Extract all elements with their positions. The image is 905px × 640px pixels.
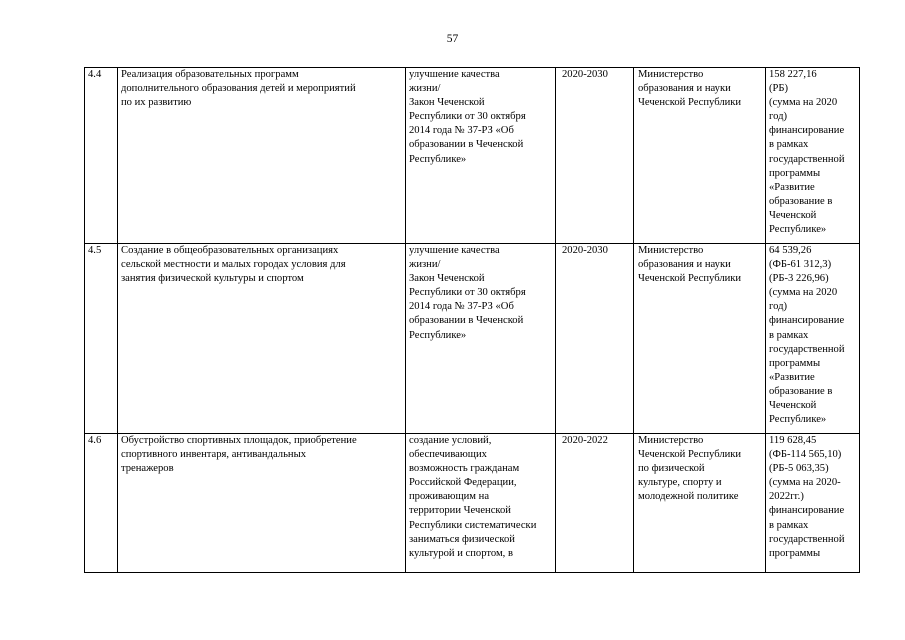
measure-name-line: тренажеров	[121, 463, 174, 475]
finance-line: 2022гг.)	[769, 491, 804, 503]
finance-line: год)	[769, 111, 787, 123]
finance-line: (сумма на 2020	[769, 287, 838, 299]
finance-line: программы	[769, 167, 821, 179]
purpose-line: улучшение качества	[409, 69, 500, 80]
finance-line: (РБ-5 063,35)	[769, 463, 829, 475]
term-cell	[556, 434, 634, 573]
purpose-line: культурой и спортом, в	[409, 547, 513, 559]
finance-line: Республике»	[769, 224, 827, 236]
executor-line: Чеченской Республики	[638, 449, 742, 461]
term-value: 2020-2030	[562, 69, 608, 80]
executor-line: образования и науки	[638, 83, 731, 95]
finance-line: образование в	[769, 385, 833, 397]
measure-name-line: занятия физической культуры и спортом	[121, 273, 304, 285]
purpose-cell	[406, 68, 556, 244]
row-number-cell	[85, 244, 118, 434]
purpose-line: Республики от 30 октября	[409, 287, 526, 299]
purpose-line: образовании в Чеченской	[409, 315, 524, 327]
purpose-line: территории Чеченской	[409, 505, 511, 517]
executor-line: Чеченской Республики	[638, 273, 742, 285]
purpose-line: заниматься физической	[409, 533, 515, 545]
executor-line: Министерство	[638, 69, 704, 80]
measures-table	[84, 67, 860, 573]
purpose-line: Закон Чеченской	[409, 97, 485, 109]
finance-line: (ФБ-61 312,3)	[769, 259, 832, 271]
purpose-line: 2014 года № 37-РЗ «Об	[409, 301, 514, 313]
executor-cell	[634, 244, 766, 434]
measure-name-line: Реализация образовательных программ	[121, 69, 299, 80]
finance-line: Республике»	[769, 414, 827, 426]
finance-line: образование в	[769, 195, 833, 207]
term-value: 2020-2030	[562, 245, 608, 256]
purpose-line: Республике»	[409, 329, 467, 341]
measure-name-line: дополнительного образования детей и мероприятий	[121, 83, 356, 95]
purpose-line: Российской Федерации,	[409, 477, 517, 489]
executor-cell	[634, 68, 766, 244]
measure-name-line: спортивного инвентаря, антивандальных	[121, 449, 306, 461]
finance-line: Чеченской	[769, 400, 817, 412]
measure-name-cell	[118, 68, 406, 244]
executor-line: Чеченской Республики	[638, 97, 742, 109]
measure-name-line: по их развитию	[121, 97, 192, 109]
purpose-cell	[406, 434, 556, 573]
term-cell	[556, 244, 634, 434]
purpose-line: Республики систематически	[409, 519, 537, 531]
finance-line: в рамках	[769, 329, 809, 341]
finance-line: финансирование	[769, 315, 845, 327]
purpose-line: обеспечивающих	[409, 449, 487, 461]
finance-line: 64 539,26	[769, 245, 812, 256]
finance-cell	[766, 68, 860, 244]
executor-line: Министерство	[638, 435, 704, 446]
executor-cell	[634, 434, 766, 573]
row-number: 4.6	[88, 435, 102, 446]
finance-line: 119 628,45	[769, 435, 817, 446]
purpose-line: Закон Чеченской	[409, 273, 485, 285]
finance-line: (РБ-3 226,96)	[769, 273, 829, 285]
table-row	[85, 434, 860, 573]
finance-line: Чеченской	[769, 209, 817, 221]
purpose-line: создание условий,	[409, 435, 492, 446]
finance-line: государственной	[769, 153, 845, 165]
table-row	[85, 68, 860, 244]
row-number-cell	[85, 434, 118, 573]
term-value: 2020-2022	[562, 435, 608, 446]
measure-name-cell	[118, 434, 406, 573]
finance-line: программы	[769, 547, 821, 559]
finance-line: государственной	[769, 533, 845, 545]
row-number: 4.4	[88, 69, 102, 80]
executor-line: молодежной политике	[638, 491, 739, 503]
finance-line: (ФБ-114 565,10)	[769, 449, 842, 461]
purpose-line: проживающим на	[409, 491, 490, 503]
purpose-line: Республике»	[409, 153, 467, 165]
executor-line: по физической	[638, 463, 705, 475]
finance-line: «Развитие	[769, 181, 815, 193]
purpose-line: улучшение качества	[409, 245, 500, 256]
measure-name-line: Обустройство спортивных площадок, приобретение	[121, 435, 357, 446]
finance-cell	[766, 244, 860, 434]
finance-line: (РБ)	[769, 83, 789, 95]
purpose-cell	[406, 244, 556, 434]
row-number: 4.5	[88, 245, 102, 256]
executor-line: образования и науки	[638, 259, 731, 271]
measure-name-line: Создание в общеобразовательных организациях	[121, 245, 339, 256]
purpose-line: Республики от 30 октября	[409, 111, 526, 123]
page-number: 57	[446, 33, 459, 45]
purpose-line: образовании в Чеченской	[409, 139, 524, 151]
executor-line: Министерство	[638, 245, 704, 256]
finance-line: год)	[769, 301, 787, 313]
measure-name-cell	[118, 244, 406, 434]
row-number-cell	[85, 68, 118, 244]
table-row	[85, 244, 860, 434]
term-cell	[556, 68, 634, 244]
purpose-line: возможность гражданам	[409, 463, 520, 475]
purpose-line: жизни/	[409, 83, 441, 95]
finance-line: «Развитие	[769, 371, 815, 383]
measure-name-line: сельской местности и малых городах условия для	[121, 259, 346, 271]
finance-cell	[766, 434, 860, 573]
finance-line: (сумма на 2020	[769, 97, 838, 109]
purpose-line: 2014 года № 37-РЗ «Об	[409, 125, 514, 137]
finance-line: 158 227,16	[769, 69, 817, 80]
finance-line: финансирование	[769, 505, 845, 517]
finance-line: (сумма на 2020-	[769, 477, 841, 489]
finance-line: в рамках	[769, 139, 809, 151]
finance-line: государственной	[769, 343, 845, 355]
finance-line: финансирование	[769, 125, 845, 137]
finance-line: программы	[769, 357, 821, 369]
finance-line: в рамках	[769, 519, 809, 531]
executor-line: культуре, спорту и	[638, 477, 722, 489]
purpose-line: жизни/	[409, 259, 441, 271]
